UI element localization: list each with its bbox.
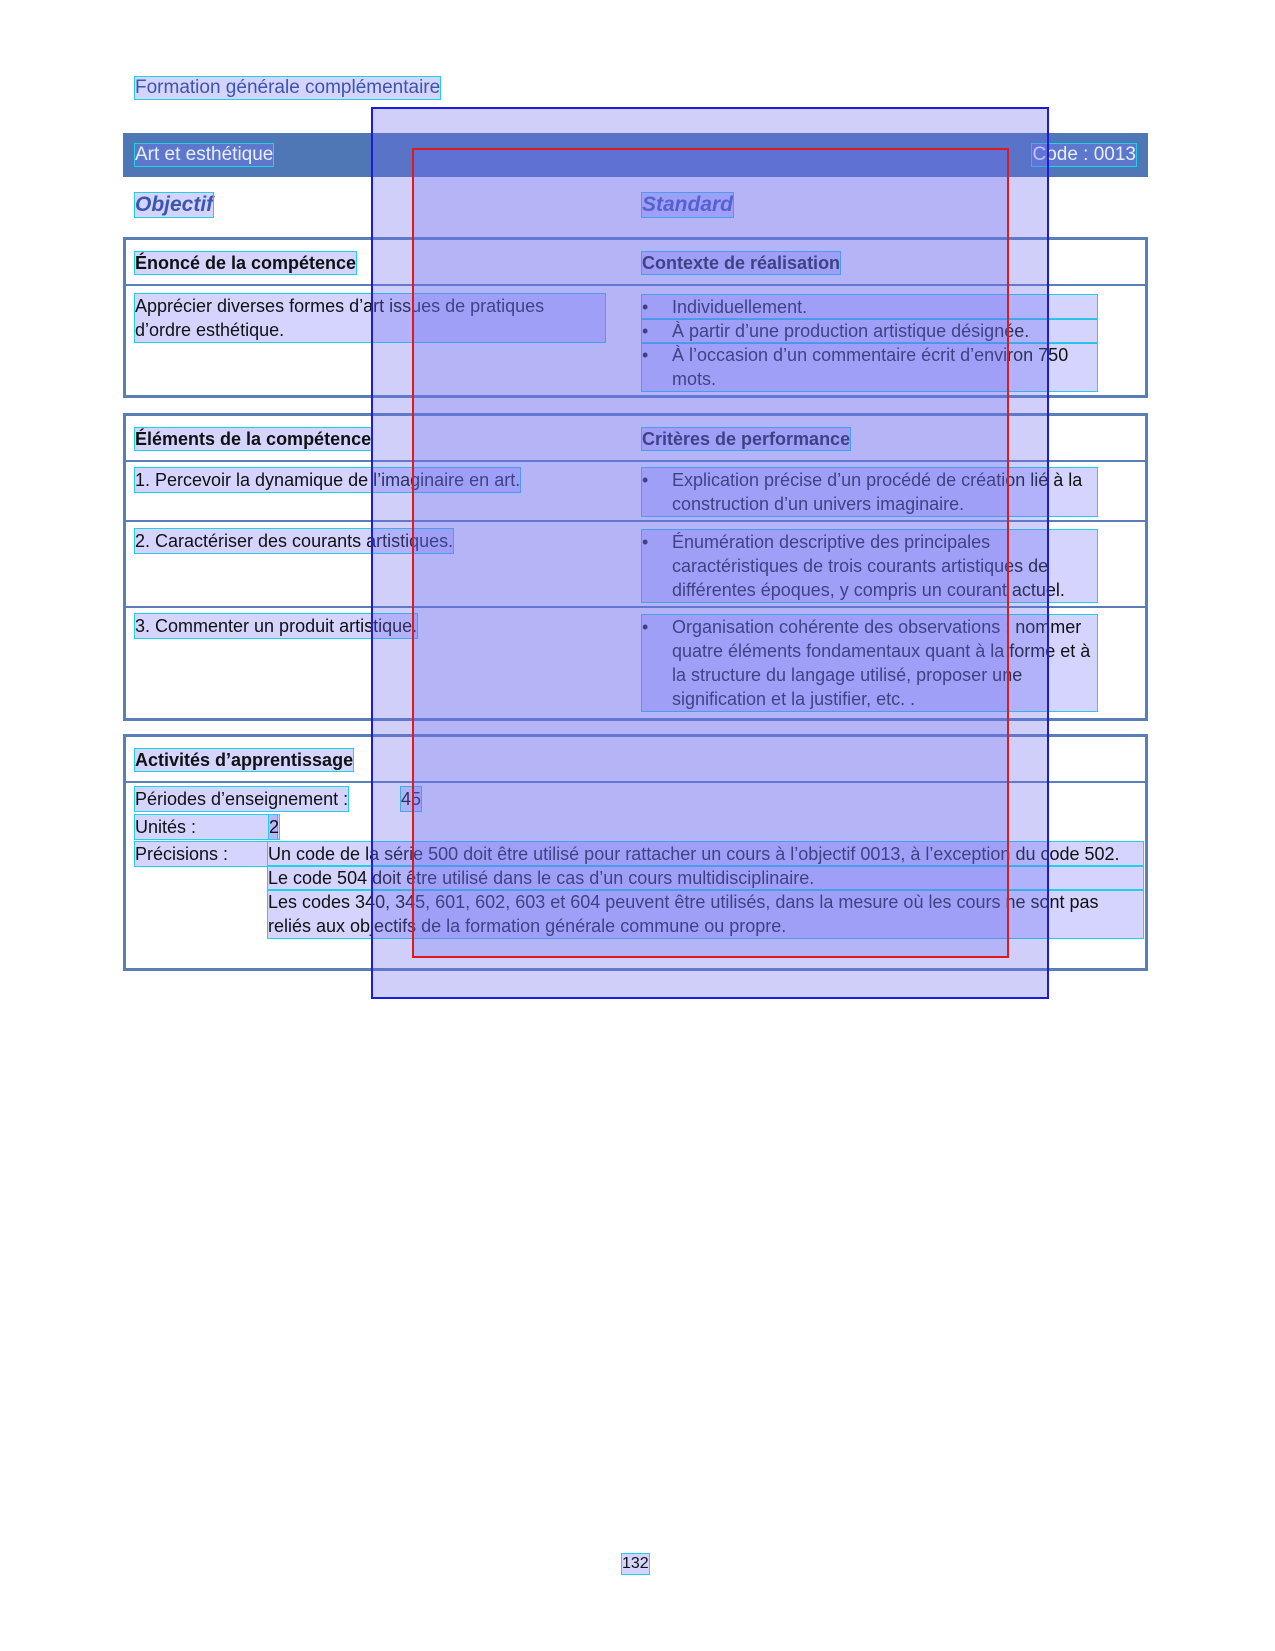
objective-heading: Objectif	[135, 193, 214, 216]
context-item: • À partir d’une production artistique désignée.	[642, 319, 1097, 343]
course-code: Code : 0013	[1032, 144, 1136, 165]
statement-header: Énoncé de la compétence	[135, 253, 357, 273]
element-item: 1. Percevoir la dynamique de l’imaginaire en art.	[135, 470, 521, 490]
standard-heading: Standard	[642, 193, 734, 216]
units-value: 2	[269, 817, 280, 837]
elements-header: Éléments de la compétence	[135, 429, 372, 449]
context-item: • À l’occasion d’un commentaire écrit d’environ 750 mots.	[642, 343, 1097, 391]
criteria-item: • Explication précise d’un procédé de création lié à la construction d’un univers imaginaire.	[642, 468, 1097, 516]
criteria-header: Critères de performance	[642, 429, 851, 449]
element-item: 3. Commenter un produit artistique.	[135, 616, 418, 636]
criteria-item: • Organisation cohérente des observations : nommer quatre éléments fondamentaux quant à la forme et à la structure du langage utilisé, proposer une signification et la justifier, etc. .	[642, 615, 1097, 711]
activities-header: Activités d’apprentissage	[135, 750, 354, 770]
competency-statement: Apprécier diverses formes d’art issues de pratiques d’ordre esthétique.	[135, 294, 605, 342]
course-name: Art et esthétique	[135, 144, 274, 165]
annotation-box-red	[412, 148, 1009, 958]
periods-label: Périodes d’enseignement :	[135, 789, 349, 809]
units-label: Unités :	[135, 815, 277, 839]
section-title: Formation générale complémentaire	[135, 77, 441, 98]
criteria-item: • Énumération descriptive des principales caractéristiques de trois courants artistiques de différentes époques, y compris un courant actuel.	[642, 530, 1097, 602]
element-item: 2. Caractériser des courants artistiques.	[135, 531, 454, 551]
context-header: Contexte de réalisation	[642, 253, 841, 273]
periods-value: 45	[401, 789, 422, 809]
context-item: • Individuellement.	[642, 295, 1097, 319]
detail-paragraph: Les codes 340, 345, 601, 602, 603 et 604 peuvent être utilisés, dans la mesure où les cours ne sont pas reliés aux objectifs de la formation générale commune ou propre.	[268, 890, 1143, 938]
detail-paragraph: Le code 504 doit être utilisé dans le cas d’un cours multidisciplinaire.	[268, 866, 1143, 890]
detail-paragraph: Un code de la série 500 doit être utilisé pour rattacher un cours à l’objectif 0013, à l’exception du code 502.	[268, 842, 1143, 866]
details-label: Précisions :	[135, 842, 267, 866]
page-number: 132	[622, 1555, 649, 1572]
